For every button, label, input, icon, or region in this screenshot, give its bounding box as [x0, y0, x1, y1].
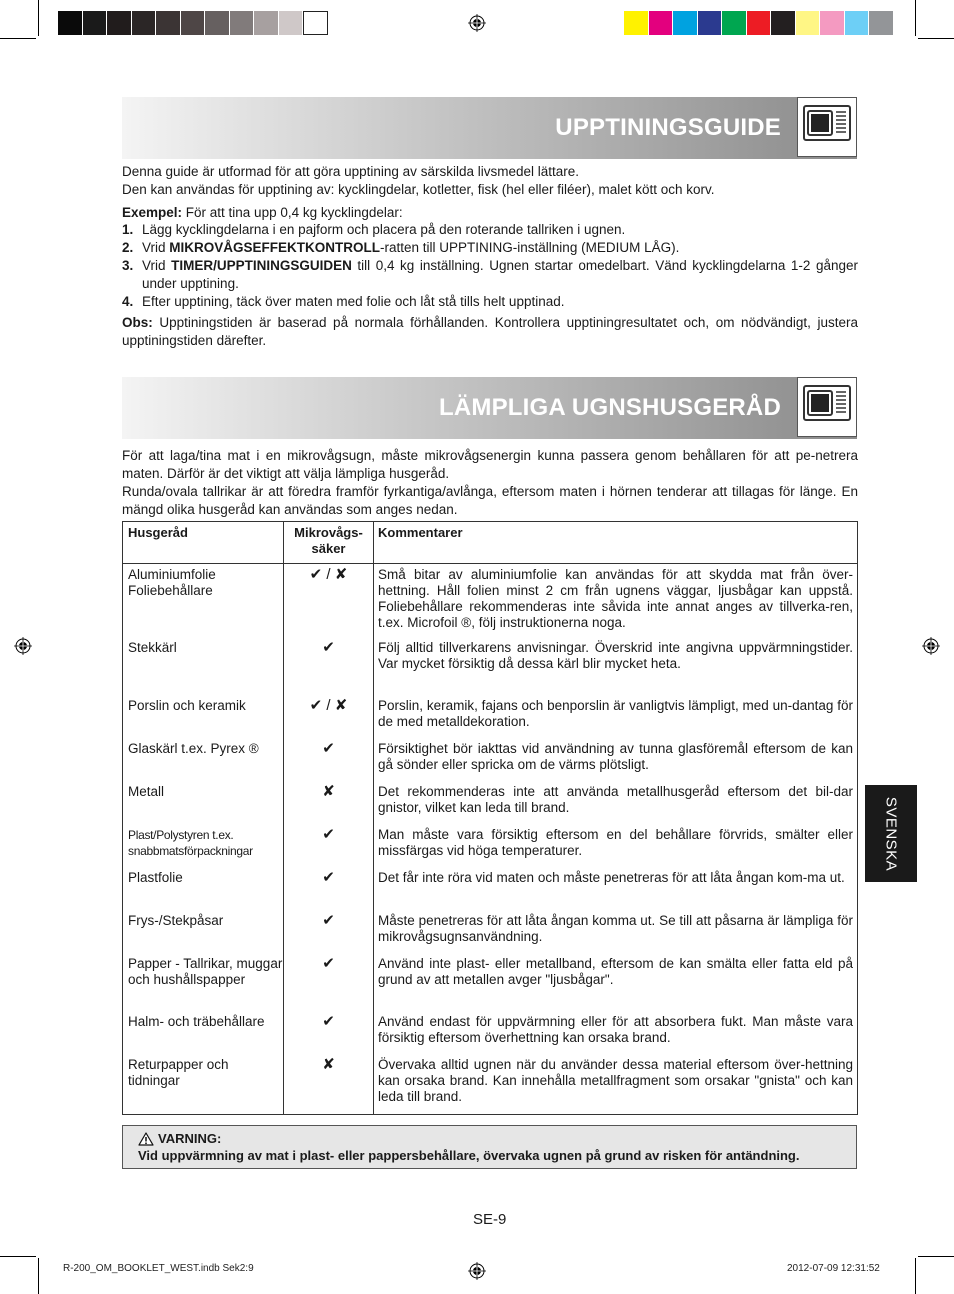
utensil-name: Metall [128, 784, 165, 799]
language-tab [865, 785, 917, 882]
color-swatch [673, 11, 698, 35]
header-utensil: Husgeråd [128, 525, 188, 540]
utensils-table [122, 521, 858, 1115]
microwave-safe-mark: ✘ [322, 783, 335, 800]
utensil-name: Porslin och keramik [128, 698, 246, 713]
defrost-steps [122, 221, 858, 311]
utensil-comment: Man måste vara försiktig eftersom en del behållare förvrids, smälter eller missfärgas vid höga temperaturer. [378, 827, 853, 858]
example-line [122, 204, 858, 222]
microwave-safe-mark: ✔ [322, 955, 335, 972]
microwave-safe-mark: ✔ [322, 912, 335, 929]
microwave-oven-icon [797, 97, 857, 157]
utensil-name: Stekkärl [128, 640, 177, 655]
step-item: 1. Lägg kycklingdelarna i en pajform och placera på den roterande tallriken i ugnen. [122, 222, 626, 237]
color-swatch [254, 11, 279, 35]
microwave-safe-mark: ✔ [322, 1013, 335, 1030]
example-label: Exempel: [122, 205, 183, 220]
microwave-safe-mark: ✔ [322, 869, 335, 886]
intro-line: Denna guide är utformad för att göra upptining av särskilda livsmedel lättare. [122, 164, 579, 179]
registration-mark-icon [14, 637, 32, 655]
registration-mark-icon [468, 1262, 486, 1280]
microwave-safe-mark: ✔ [322, 826, 335, 843]
grayscale-calibration-bar [58, 11, 328, 35]
registration-mark-icon [922, 637, 940, 655]
intro-line: Runda/ovala tallrikar är att föredra framför fyrkantiga/avlånga, eftersom maten i hörnen tenderar att tillagas för länge. En mängd olika husgeråd kan användas som anges nedan. [122, 484, 858, 517]
header-microwave-safe: Mikrovågs-säker [294, 525, 363, 556]
utensil-name: Plastfolie [128, 870, 183, 885]
warning-label: VARNING: [158, 1131, 222, 1146]
color-swatch [205, 11, 230, 35]
utensil-comment: Det rekommenderas inte att använda metallhusgeråd eftersom det bil-dar gnistor, vilket kan leda till brand. [378, 784, 853, 815]
step-item: 3. Vrid TIMER/UPPTININGSGUIDEN till 0,4 kg inställning. Ugnen startar omedelbart. Vänd kycklingdelarna 1-2 gånger under upptining. [122, 258, 859, 291]
utensils-header [122, 377, 857, 439]
color-swatch [796, 11, 821, 35]
utensil-comment: Följ alltid tillverkarens anvisningar. Överskrid inte angivna uppvärmningstider. Var mycket försiktig då dessa kärl blir mycket heta. [378, 640, 853, 671]
intro-line: Den kan användas för upptining av: kycklingdelar, kotletter, fisk (hel eller filéer), malet kött och korv. [122, 182, 715, 197]
defrost-intro [122, 163, 858, 199]
color-swatch [303, 11, 328, 35]
color-swatch [107, 11, 132, 35]
color-swatch [698, 11, 723, 35]
section-title: LÄMPLIGA UGNSHUSGERÅD [439, 394, 781, 421]
utensil-name: Glaskärl t.ex. Pyrex ® [128, 741, 259, 756]
utensil-comment: Porslin, keramik, fajans och benporslin är vanligtvis lämpligt, med un-dantag för de med metalldekoration. [378, 698, 853, 729]
color-swatch [230, 11, 255, 35]
example-text: För att tina upp 0,4 kg kycklingdelar: [182, 205, 403, 220]
color-swatch [156, 11, 181, 35]
microwave-safe-mark: ✔ [322, 740, 335, 757]
microwave-safe-mark: ✔ [322, 639, 335, 656]
color-swatch [132, 11, 157, 35]
obs-note [122, 314, 858, 350]
intro-line: För att laga/tina mat i en mikrovågsugn, måste mikrovågsenergin kunna passera genom behållaren för att pe-netrera maten. Därför är det viktigt att välja lämpliga husgeråd. [122, 448, 858, 481]
utensil-comment: Använd endast för uppvärmning eller för att absorbera fukt. Man måste vara försiktig eftersom överhettning kan orsaka brand. [378, 1014, 853, 1045]
microwave-safe-mark: ✔ / ✘ [309, 697, 348, 714]
microwave-safe-mark: ✔ / ✘ [309, 566, 348, 583]
registration-mark-icon [468, 14, 486, 32]
microwave-safe-mark: ✘ [322, 1056, 335, 1073]
utensil-name: Frys-/Stekpåsar [128, 913, 224, 928]
language-tab-label: SVENSKA [882, 796, 900, 871]
color-swatch [649, 11, 674, 35]
utensil-comment: Använd inte plast- eller metallband, eftersom de kan smälta eller fatta eld på grund av att metallen avger "ljusbågar". [378, 956, 853, 987]
utensil-comment: Försiktighet bör iakttas vid användning av tunna glasföremål eftersom de kan gå sönder eller spricka om de värms plötsligt. [378, 741, 853, 772]
color-swatch [624, 11, 649, 35]
print-footer-timestamp: 2012-07-09 12:31:52 [787, 1263, 880, 1274]
color-swatch [820, 11, 845, 35]
microwave-oven-icon [797, 377, 857, 437]
warning-box [122, 1125, 857, 1169]
defrost-guide-header [122, 97, 857, 159]
section-title: UPPTININGSGUIDE [555, 114, 781, 141]
color-swatch [722, 11, 747, 35]
color-swatch [181, 11, 206, 35]
utensil-name: Returpapper och tidningar [128, 1057, 229, 1088]
color-swatch [279, 11, 304, 35]
utensil-name: Halm- och träbehållare [128, 1014, 265, 1029]
utensil-name: Aluminiumfolie Foliebehållare [128, 567, 216, 598]
color-swatch [747, 11, 772, 35]
color-swatch [58, 11, 83, 35]
color-swatch [83, 11, 108, 35]
color-swatch [771, 11, 796, 35]
color-swatch [845, 11, 870, 35]
utensil-name: Papper - Tallrikar, muggar och hushållspapper [128, 956, 283, 987]
utensil-comment: Små bitar av aluminiumfolie kan användas för att skydda mat från över-hettning. Håll folien minst 2 cm från ugnens väggar, ljusbågar kan uppstå. Foliebehållare rekommenderas inte såvida inte annat anges av tillverka-ren, t.ex. Microfoil ®, följ instruktionerna noga. [378, 567, 853, 630]
utensils-intro [122, 447, 858, 519]
header-comments: Kommentarer [378, 525, 463, 540]
obs-label: Obs: [122, 315, 153, 330]
obs-text: Upptiningstiden är baserad på normala förhållanden. Kontrollera upptiningresultatet och, om nödvändigt, justera upptiningstiden därefter. [122, 315, 858, 348]
color-calibration-bar [624, 11, 894, 35]
utensil-name: Plast/Polystyren t.ex. snabbmatsförpackningar [128, 828, 253, 858]
utensil-comment: Måste penetreras för att låta ångan komma ut. Se till att påsarna är lämpliga för mikrovågsugnsanvändning. [378, 913, 853, 944]
warning-triangle-icon [138, 1132, 154, 1146]
step-item: 2. Vrid MIKROVÅGSEFFEKTKONTROLL-ratten till UPPTINING-inställning (MEDIUM LÅG). [122, 240, 680, 255]
color-swatch [869, 11, 894, 35]
page-number: SE-9 [473, 1211, 507, 1228]
print-footer-file: R-200_OM_BOOKLET_WEST.indb Sek2:9 [63, 1263, 254, 1274]
utensil-comment: Det får inte röra vid maten och måste penetreras för att låta ångan kom-ma ut. [378, 870, 845, 885]
step-item: 4. Efter upptining, täck över maten med folie och låt stå tills helt upptinad. [122, 294, 565, 309]
warning-text: Vid uppvärmning av mat i plast- eller pappersbehållare, övervaka ugnen på grund av risken för antändning. [138, 1148, 800, 1163]
utensil-comment: Övervaka alltid ugnen när du använder dessa material eftersom över-hettning kan orsaka brand. Kan innehålla metallfragment som orsakar "gnista" och kan leda till brand. [378, 1057, 853, 1104]
